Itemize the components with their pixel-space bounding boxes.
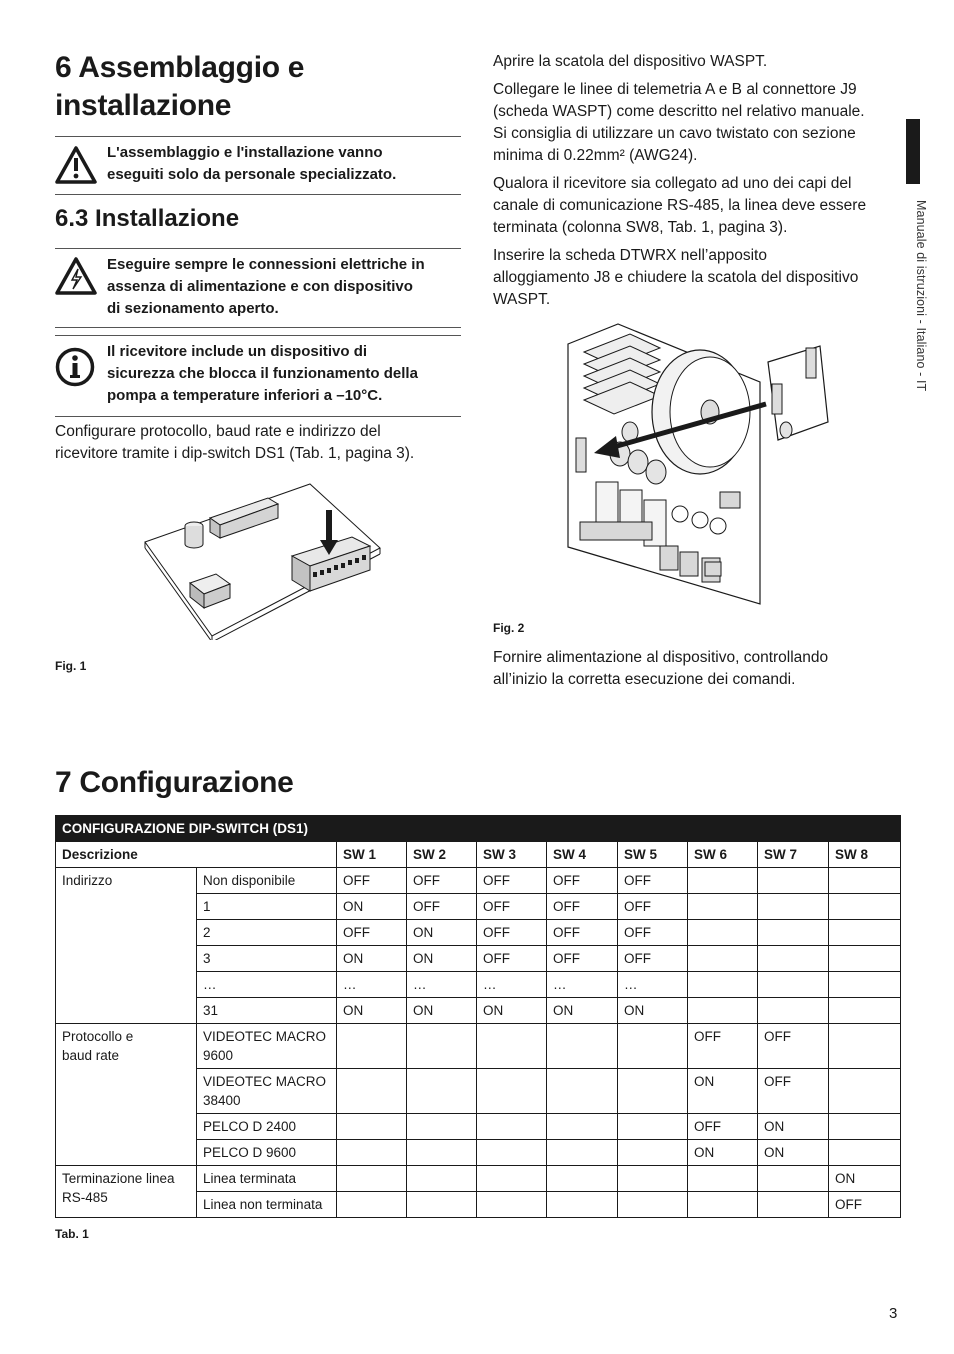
sw8-value xyxy=(829,920,901,946)
row-label-line: 9600 xyxy=(203,1048,234,1063)
divider xyxy=(55,327,461,328)
group-label xyxy=(56,868,197,1024)
sw2-value: ON xyxy=(407,998,477,1024)
sw8-value xyxy=(829,1069,901,1114)
sw5-value xyxy=(618,1024,688,1069)
electric-hazard-icon xyxy=(55,257,97,300)
sw8-value: OFF xyxy=(829,1192,901,1218)
sw7-value xyxy=(758,998,829,1024)
sw4-value: OFF xyxy=(547,894,618,920)
sw1-value: OFF xyxy=(337,920,407,946)
row-label: … xyxy=(197,972,337,998)
sw5-value: OFF xyxy=(618,894,688,920)
sw6-value xyxy=(688,1192,758,1218)
fig1-caption: Fig. 1 xyxy=(55,659,87,673)
sw4-value xyxy=(547,1192,618,1218)
sw3-value xyxy=(477,1114,547,1140)
sw7-value: OFF xyxy=(758,1069,829,1114)
sw5-value: OFF xyxy=(618,946,688,972)
right-paragraph-open-box: Aprire la scatola del dispositivo WASPT. xyxy=(493,53,768,70)
header-sw6: SW 6 xyxy=(688,842,758,868)
table-row xyxy=(56,868,901,894)
sw6-value xyxy=(688,894,758,920)
sw8-value xyxy=(829,1140,901,1166)
sw8-value xyxy=(829,998,901,1024)
header-sw8: SW 8 xyxy=(829,842,901,868)
sw1-value xyxy=(337,1140,407,1166)
sw2-value xyxy=(407,1192,477,1218)
sw1-value xyxy=(337,1166,407,1192)
warning-icon xyxy=(55,146,97,189)
row-label-line: PELCO D 9600 xyxy=(203,1145,297,1160)
sw5-value: OFF xyxy=(618,920,688,946)
row-label: 2 xyxy=(197,920,337,946)
sw3-value xyxy=(477,1192,547,1218)
sw8-value xyxy=(829,946,901,972)
sw7-value xyxy=(758,920,829,946)
sw8-value xyxy=(829,972,901,998)
row-label-line: 38400 xyxy=(203,1093,241,1108)
sw4-value xyxy=(547,1069,618,1114)
sw4-value: OFF xyxy=(547,868,618,894)
row-label-line: PELCO D 2400 xyxy=(203,1119,297,1134)
sw6-value xyxy=(688,972,758,998)
page-number: 3 xyxy=(889,1305,898,1322)
right-paragraph-termination: Qualora il ricevitore sia collegato ad uno dei capi del canale di comunicazione RS-485, la linea deve essere terminata (colonna SW8, Tab. 1, pagina 3). xyxy=(493,175,867,236)
group-label xyxy=(56,1024,197,1166)
group-label-line: baud rate xyxy=(62,1048,120,1063)
group-label xyxy=(56,1166,197,1218)
fig1-dipswitch-board-illustration xyxy=(140,480,390,645)
header-sw2: SW 2 xyxy=(407,842,477,868)
sw3-value xyxy=(477,1024,547,1069)
sw3-value: OFF xyxy=(477,868,547,894)
row-label xyxy=(197,1114,337,1140)
sw1-value xyxy=(337,1069,407,1114)
sw2-value xyxy=(407,1166,477,1192)
sw3-value: … xyxy=(477,972,547,998)
right-paragraph-telemetry: Collegare le linee di telemetria A e B al connettore J9 (scheda WASPT) come descritto nel relativo manuale. Si consiglia di utilizzare un cavo twistato con sezione minima di 0.22mm² (AWG24). xyxy=(493,81,865,164)
row-label: Linea terminata xyxy=(197,1166,337,1192)
right-paragraph-power: Fornire alimentazione al dispositivo, controllando all’inizio la corretta esecuzione dei comandi. xyxy=(493,649,829,688)
sw7-value xyxy=(758,1166,829,1192)
sw6-value xyxy=(688,920,758,946)
sw8-value xyxy=(829,868,901,894)
sw4-value xyxy=(547,1114,618,1140)
row-label: 31 xyxy=(197,998,337,1024)
sw4-value xyxy=(547,1166,618,1192)
divider xyxy=(55,416,461,417)
table-row xyxy=(56,1024,901,1069)
tab1-caption: Tab. 1 xyxy=(55,1227,89,1241)
header-sw3: SW 3 xyxy=(477,842,547,868)
group-label-line: Indirizzo xyxy=(62,873,113,888)
sw5-value xyxy=(618,1069,688,1114)
sw6-value: OFF xyxy=(688,1024,758,1069)
sw5-value xyxy=(618,1114,688,1140)
header-sw5: SW 5 xyxy=(618,842,688,868)
sw3-value xyxy=(477,1166,547,1192)
fig2-board-insertion-illustration xyxy=(560,322,835,612)
sw6-value xyxy=(688,946,758,972)
section7-title: 7 Configurazione xyxy=(55,766,294,799)
sw4-value: OFF xyxy=(547,946,618,972)
sw6-value: OFF xyxy=(688,1114,758,1140)
sw6-value xyxy=(688,868,758,894)
row-label-line: VIDEOTEC MACRO xyxy=(203,1074,327,1089)
sidebar-manual-label: Manuale di istruzioni - Italiano - IT xyxy=(914,200,928,392)
sw6-value: ON xyxy=(688,1069,758,1114)
configure-paragraph: Configurare protocollo, baud rate e indirizzo del ricevitore tramite i dip-switch DS1 (Tab. 1, pagina 3). xyxy=(55,423,415,462)
sw5-value xyxy=(618,1140,688,1166)
sw1-value: ON xyxy=(337,946,407,972)
sw6-value: ON xyxy=(688,1140,758,1166)
sw1-value: … xyxy=(337,972,407,998)
sw1-value: ON xyxy=(337,894,407,920)
row-label: Linea non terminata xyxy=(197,1192,337,1218)
warning-electrical: Eseguire sempre le connessioni elettriche in assenza di alimentazione e con dispositivo di sezionamento aperto. xyxy=(107,256,425,317)
sw7-value: OFF xyxy=(758,1024,829,1069)
sw7-value xyxy=(758,1192,829,1218)
dip-switch-config-table xyxy=(55,815,901,1218)
sw6-value xyxy=(688,998,758,1024)
sidebar-tab-marker xyxy=(906,119,920,184)
divider xyxy=(55,335,461,336)
sw2-value xyxy=(407,1024,477,1069)
sw2-value xyxy=(407,1069,477,1114)
info-temperature: Il ricevitore include un dispositivo di sicurezza che blocca il funzionamento della pompa a temperature inferiori a –10°C. xyxy=(107,343,418,404)
sw4-value xyxy=(547,1140,618,1166)
sw5-value xyxy=(618,1192,688,1218)
row-label: 3 xyxy=(197,946,337,972)
sw3-value: OFF xyxy=(477,946,547,972)
fig2-caption: Fig. 2 xyxy=(493,621,525,635)
right-paragraph-insert-board: Inserire la scheda DTWRX nell’apposito alloggiamento J8 e chiudere la scatola del dispositivo WASPT. xyxy=(493,247,859,308)
sw4-value xyxy=(547,1024,618,1069)
sw4-value: ON xyxy=(547,998,618,1024)
divider xyxy=(55,194,461,195)
sw8-value xyxy=(829,1024,901,1069)
sw2-value: ON xyxy=(407,946,477,972)
row-label xyxy=(197,1140,337,1166)
row-label-line: VIDEOTEC MACRO xyxy=(203,1029,327,1044)
sw7-value xyxy=(758,894,829,920)
sw1-value xyxy=(337,1114,407,1140)
sw5-value: OFF xyxy=(618,868,688,894)
sw3-value: OFF xyxy=(477,920,547,946)
header-sw7: SW 7 xyxy=(758,842,829,868)
group-label-line: Terminazione linea xyxy=(62,1171,175,1186)
sw4-value: OFF xyxy=(547,920,618,946)
warning-assembly: L'assemblaggio e l'installazione vanno eseguiti solo da personale specializzato. xyxy=(107,144,397,183)
sw3-value xyxy=(477,1140,547,1166)
sw2-value xyxy=(407,1114,477,1140)
group-label-line: Protocollo e xyxy=(62,1029,134,1044)
info-icon xyxy=(55,347,95,392)
sw8-value: ON xyxy=(829,1166,901,1192)
sw2-value xyxy=(407,1140,477,1166)
sw3-value: OFF xyxy=(477,894,547,920)
sw8-value xyxy=(829,894,901,920)
sw7-value xyxy=(758,972,829,998)
divider xyxy=(55,136,461,137)
section6-title: 6 Assemblaggio e installazione xyxy=(55,51,305,122)
group-label-line: RS-485 xyxy=(62,1190,108,1205)
sw5-value xyxy=(618,1166,688,1192)
header-description: Descrizione xyxy=(56,842,337,868)
row-label: 1 xyxy=(197,894,337,920)
sw4-value: … xyxy=(547,972,618,998)
sw3-value xyxy=(477,1069,547,1114)
row-label xyxy=(197,1024,337,1069)
sw7-value xyxy=(758,868,829,894)
table-title: CONFIGURAZIONE DIP-SWITCH (DS1) xyxy=(56,816,901,842)
header-sw1: SW 1 xyxy=(337,842,407,868)
sw2-value: OFF xyxy=(407,868,477,894)
sw2-value: ON xyxy=(407,920,477,946)
sw8-value xyxy=(829,1114,901,1140)
sw3-value: ON xyxy=(477,998,547,1024)
sw5-value: ON xyxy=(618,998,688,1024)
divider xyxy=(55,248,461,249)
section63-title: 6.3 Installazione xyxy=(55,205,240,232)
row-label: Non disponibile xyxy=(197,868,337,894)
row-label xyxy=(197,1069,337,1114)
sw5-value: … xyxy=(618,972,688,998)
table-row xyxy=(56,1166,901,1192)
sw2-value: … xyxy=(407,972,477,998)
sw1-value xyxy=(337,1024,407,1069)
sw7-value: ON xyxy=(758,1114,829,1140)
sw1-value xyxy=(337,1192,407,1218)
header-sw4: SW 4 xyxy=(547,842,618,868)
sw1-value: OFF xyxy=(337,868,407,894)
sw2-value: OFF xyxy=(407,894,477,920)
sw1-value: ON xyxy=(337,998,407,1024)
sw6-value xyxy=(688,1166,758,1192)
sw7-value: ON xyxy=(758,1140,829,1166)
sw7-value xyxy=(758,946,829,972)
